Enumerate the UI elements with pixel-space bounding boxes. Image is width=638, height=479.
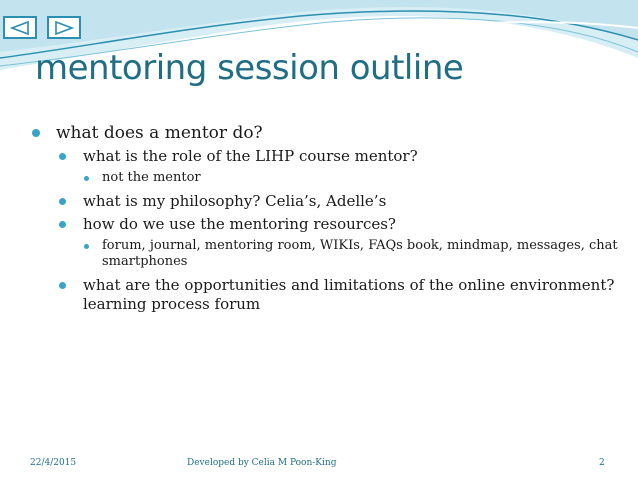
bullet-item: [30, 215, 620, 234]
bullet-dot-icon: [59, 153, 66, 160]
slide-title: mentoring session outline: [35, 48, 464, 88]
slide-body: [30, 122, 620, 318]
bullet-dot-icon: [59, 198, 66, 205]
bullet-text: what are the opportunities and limitations of the online environment? learning process forum: [83, 276, 615, 313]
bullet-item: [30, 238, 620, 270]
bullet-dot-icon: [84, 244, 89, 249]
bullet-item: [30, 170, 620, 186]
triangle-right-icon: [54, 21, 74, 35]
bullet-text: what is the role of the LIHP course mentor?: [83, 147, 418, 165]
bullet-item: [30, 192, 620, 211]
bullet-dot-icon: [84, 176, 89, 181]
bullet-text: not the mentor: [102, 170, 201, 185]
bullet-item: [30, 122, 620, 144]
bullet-dot-icon: [32, 129, 40, 137]
bullet-text: what is my philosophy? Celia’s, Adelle’s: [83, 192, 387, 210]
next-slide-button[interactable]: [47, 16, 81, 39]
bullet-dot-icon: [59, 282, 66, 289]
bullet-item: [30, 276, 620, 314]
bullet-item: [30, 147, 620, 166]
slide-number: 2: [599, 458, 605, 468]
previous-slide-button[interactable]: [3, 16, 37, 39]
bullet-text: what does a mentor do?: [56, 123, 263, 143]
footer-author: Developed by Celia M Poon-King: [187, 458, 337, 468]
bullet-dot-icon: [59, 221, 66, 228]
bullet-text: how do we use the mentoring resources?: [83, 215, 396, 233]
footer-date: 22/4/2015: [30, 458, 77, 468]
triangle-left-icon: [10, 21, 30, 35]
bullet-text: forum, journal, mentoring room, WIKIs, FAQs book, mindmap, messages, chat smartphones: [102, 238, 618, 269]
